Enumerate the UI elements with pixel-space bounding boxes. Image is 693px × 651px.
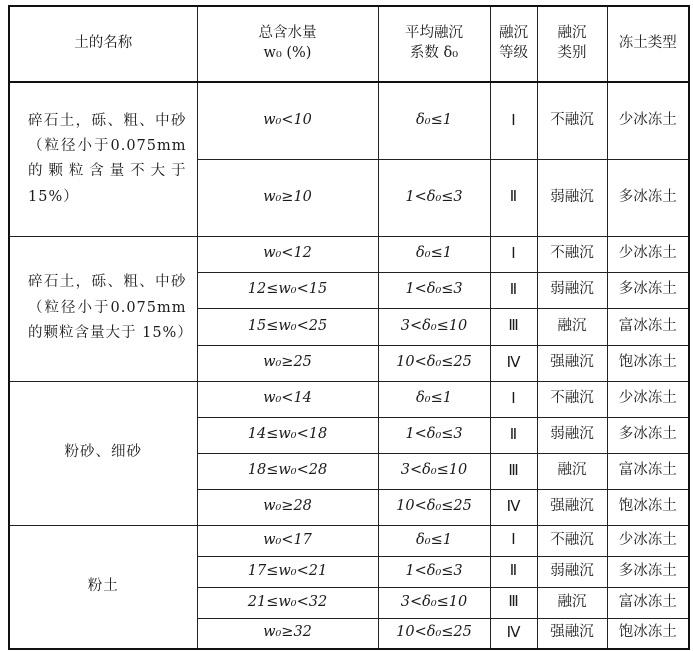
- water-content-cell: w₀≥25: [197, 345, 378, 381]
- thaw-coefficient-cell: 3<δ₀≤10: [378, 453, 490, 489]
- grade-cell: Ⅲ: [490, 453, 537, 489]
- header-grade-line1: 融沉: [499, 25, 528, 42]
- category-cell: 不融沉: [537, 525, 607, 556]
- header-thaw-coefficient-line2: 系数 δ₀: [409, 45, 459, 61]
- category-cell: 融沉: [537, 587, 607, 618]
- soil-name-cell: 碎石土，砾、粗、中砂（粒径小于0.075mm 的颗粒含量不大于 15%）: [9, 82, 197, 236]
- grade-cell: Ⅱ: [490, 556, 537, 587]
- header-thaw-coefficient: [378, 6, 490, 82]
- grade-cell: Ⅱ: [490, 159, 537, 236]
- thaw-coefficient-cell: 1<δ₀≤3: [378, 556, 490, 587]
- grade-cell: Ⅰ: [490, 525, 537, 556]
- frozen-type-cell: 多冰冻土: [607, 417, 689, 453]
- table-row: [9, 381, 689, 417]
- thaw-coefficient-cell: 10<δ₀≤25: [378, 489, 490, 525]
- frozen-type-cell: 饱冰冻土: [607, 489, 689, 525]
- category-cell: 强融沉: [537, 618, 607, 649]
- thaw-coefficient-cell: 10<δ₀≤25: [378, 345, 490, 381]
- category-cell: 融沉: [537, 308, 607, 345]
- soil-name-cell: 碎石土，砾、粗、中砂（粒径小于0.075mm 的颗粒含量大于 15%）: [9, 236, 197, 381]
- header-grade: [490, 6, 537, 82]
- frozen-type-cell: 多冰冻土: [607, 272, 689, 308]
- thaw-coefficient-cell: 1<δ₀≤3: [378, 272, 490, 308]
- water-content-cell: 15≤w₀<25: [197, 308, 378, 345]
- grade-cell: Ⅱ: [490, 417, 537, 453]
- grade-cell: Ⅱ: [490, 272, 537, 308]
- water-content-cell: 21≤w₀<32: [197, 587, 378, 618]
- water-content-cell: w₀≥10: [197, 159, 378, 236]
- header-row: [9, 6, 689, 82]
- header-water-content: [197, 6, 378, 82]
- soil-name-cell: 粉砂、细砂: [9, 381, 197, 525]
- header-category-line1: 融沉: [557, 25, 587, 42]
- header-thaw-coefficient-line1: 平均融沉: [405, 25, 463, 42]
- thaw-coefficient-cell: 3<δ₀≤10: [378, 308, 490, 345]
- water-content-cell: w₀<12: [197, 236, 378, 272]
- water-content-cell: 17≤w₀<21: [197, 556, 378, 587]
- grade-cell: Ⅲ: [490, 308, 537, 345]
- thaw-settlement-table: [8, 5, 690, 650]
- header-category-line2: 类别: [557, 45, 587, 61]
- frozen-type-cell: 富冰冻土: [607, 308, 689, 345]
- frozen-type-cell: 富冰冻土: [607, 587, 689, 618]
- header-soil-name: 土的名称: [9, 6, 197, 82]
- thaw-coefficient-cell: δ₀≤1: [378, 525, 490, 556]
- thaw-coefficient-cell: δ₀≤1: [378, 236, 490, 272]
- grade-cell: Ⅰ: [490, 82, 537, 159]
- header-water-content-line2: w₀ (%): [263, 45, 312, 61]
- water-content-cell: 12≤w₀<15: [197, 272, 378, 308]
- table-row: [9, 236, 689, 272]
- table-row: [9, 82, 689, 159]
- header-grade-line2: 等级: [499, 45, 528, 61]
- thaw-coefficient-cell: 10<δ₀≤25: [378, 618, 490, 649]
- grade-cell: Ⅲ: [490, 587, 537, 618]
- header-water-content-line1: 总含水量: [258, 25, 317, 42]
- category-cell: 强融沉: [537, 345, 607, 381]
- category-cell: 弱融沉: [537, 159, 607, 236]
- frozen-type-cell: 饱冰冻土: [607, 345, 689, 381]
- grade-cell: Ⅳ: [490, 618, 537, 649]
- frozen-type-cell: 少冰冻土: [607, 236, 689, 272]
- category-cell: 弱融沉: [537, 272, 607, 308]
- water-content-cell: 14≤w₀<18: [197, 417, 378, 453]
- water-content-cell: w₀<17: [197, 525, 378, 556]
- water-content-cell: w₀<10: [197, 82, 378, 159]
- grade-cell: Ⅳ: [490, 345, 537, 381]
- category-cell: 弱融沉: [537, 417, 607, 453]
- water-content-cell: w₀<14: [197, 381, 378, 417]
- soil-name-cell: 粉土: [9, 525, 197, 649]
- water-content-cell: w₀≥28: [197, 489, 378, 525]
- category-cell: 不融沉: [537, 82, 607, 159]
- thaw-coefficient-cell: δ₀≤1: [378, 82, 490, 159]
- category-cell: 强融沉: [537, 489, 607, 525]
- header-frozen-type: 冻土类型: [607, 6, 689, 82]
- thaw-coefficient-cell: δ₀≤1: [378, 381, 490, 417]
- thaw-coefficient-cell: 3<δ₀≤10: [378, 587, 490, 618]
- category-cell: 不融沉: [537, 236, 607, 272]
- grade-cell: Ⅳ: [490, 489, 537, 525]
- frozen-type-cell: 富冰冻土: [607, 453, 689, 489]
- grade-cell: Ⅰ: [490, 236, 537, 272]
- frozen-type-cell: 少冰冻土: [607, 381, 689, 417]
- category-cell: 不融沉: [537, 381, 607, 417]
- thaw-coefficient-cell: 1<δ₀≤3: [378, 159, 490, 236]
- table-row: [9, 525, 689, 556]
- frozen-type-cell: 饱冰冻土: [607, 618, 689, 649]
- water-content-cell: 18≤w₀<28: [197, 453, 378, 489]
- header-category: [537, 6, 607, 82]
- frozen-type-cell: 少冰冻土: [607, 525, 689, 556]
- frozen-type-cell: 多冰冻土: [607, 556, 689, 587]
- frozen-type-cell: 少冰冻土: [607, 82, 689, 159]
- grade-cell: Ⅰ: [490, 381, 537, 417]
- category-cell: 弱融沉: [537, 556, 607, 587]
- water-content-cell: w₀≥32: [197, 618, 378, 649]
- frozen-type-cell: 多冰冻土: [607, 159, 689, 236]
- category-cell: 融沉: [537, 453, 607, 489]
- thaw-coefficient-cell: 1<δ₀≤3: [378, 417, 490, 453]
